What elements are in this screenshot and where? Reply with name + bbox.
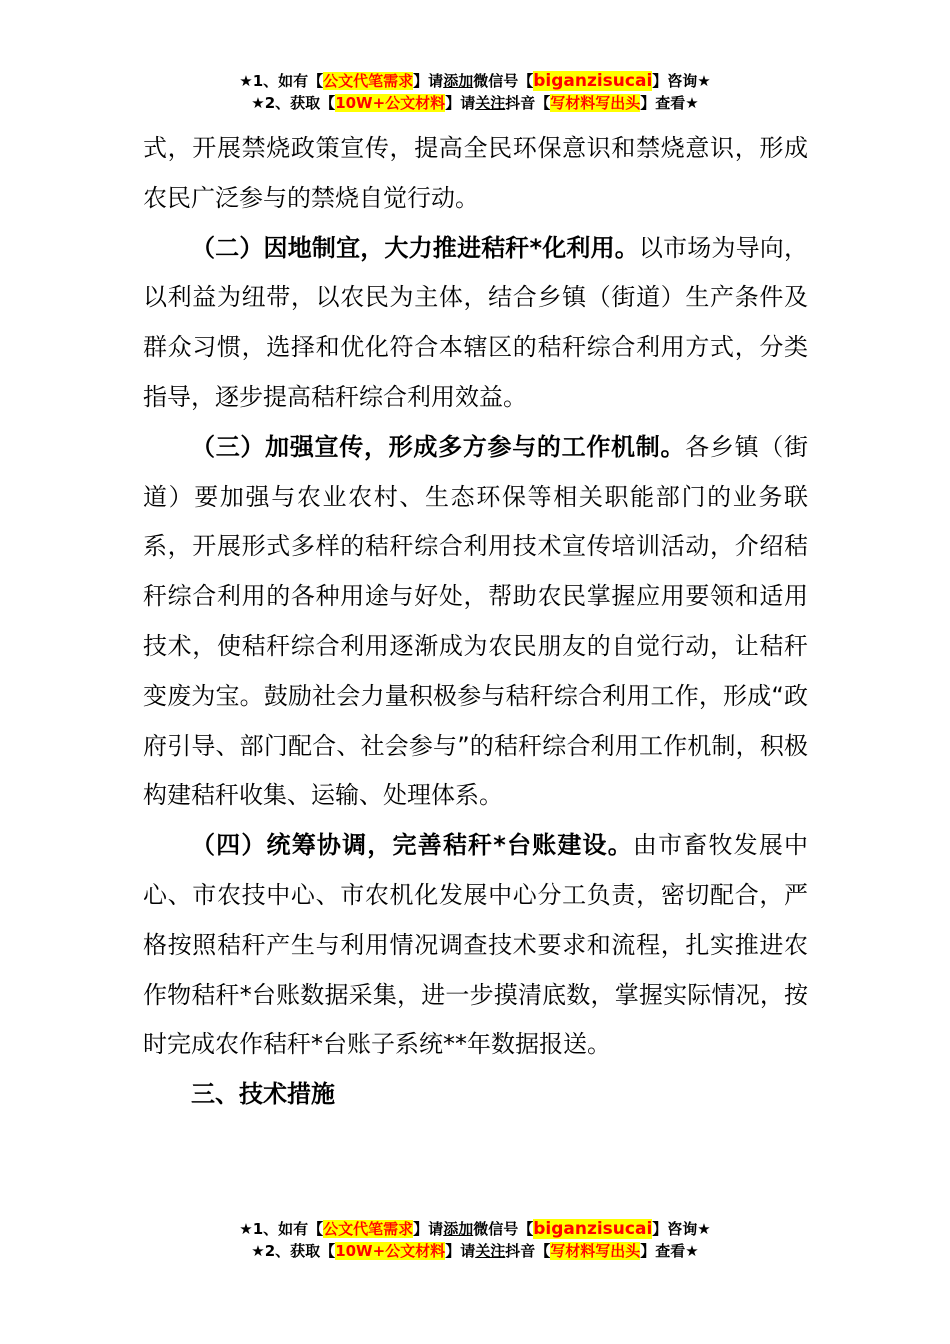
paragraph-heading: （四）统筹协调，完善秸秆*台账建设。 <box>191 831 633 860</box>
paragraph-continuation: 式，开展禁烧政策宣传，提高全民环保意识和禁烧意识，形成农民广泛参与的禁烧自觉行动。 <box>143 134 808 212</box>
paragraph-3 <box>143 423 808 821</box>
section-heading: 三、技术措施 <box>191 1080 335 1109</box>
highlight-materials: 10W+公文材料 <box>335 94 446 112</box>
banner-text: 抖音【 <box>505 1242 551 1260</box>
banner-text: 微信号【 <box>473 72 534 90</box>
banner-text: 】请 <box>445 94 476 112</box>
document-body <box>143 124 808 1120</box>
banner-underlined: 添加 <box>443 1220 474 1238</box>
highlight-materials: 10W+公文材料 <box>335 1242 446 1260</box>
banner-text: 】请 <box>413 72 444 90</box>
highlight-service: 公文代笔需求 <box>323 1220 414 1238</box>
footer-banner <box>0 1218 950 1262</box>
banner-text: ★1、如有【 <box>239 72 324 90</box>
banner-text: 】咨询★ <box>652 72 711 90</box>
banner-text: 】查看★ <box>640 1242 699 1260</box>
highlight-service: 公文代笔需求 <box>323 72 414 90</box>
paragraph-body: 由市畜牧发展中心、市农技中心、市农机化发展中心分工负责，密切配合，严格按照秸秆产生与利用情况调查技术要求和流程，扎实推进农作物秸秆*台账数据采集，进一步摸清底数，掌握实际情况，按时完成农作秸秆*台账子系统**年数据报送。 <box>143 831 808 1059</box>
paragraph-heading: （三）加强宣传，形成多方参与的工作机制。 <box>191 432 686 461</box>
highlight-wechat-id: biganzisucai <box>533 71 653 91</box>
paragraph-body: 以市场为导向，以利益为纽带，以农民为主体，结合乡镇（街道）生产条件及群众习惯，选择和优化符合本辖区的秸秆综合利用方式，分类指导，逐步提高秸秆综合利用效益。 <box>143 233 808 411</box>
banner-text: ★1、如有【 <box>239 1220 324 1238</box>
banner-text: 】查看★ <box>640 94 699 112</box>
banner-text: 】请 <box>445 1242 476 1260</box>
paragraph-4 <box>143 821 808 1070</box>
banner-line-1 <box>0 70 950 92</box>
highlight-wechat-id: biganzisucai <box>533 1219 653 1239</box>
banner-text: 抖音【 <box>505 94 551 112</box>
banner-underlined: 关注 <box>475 94 506 112</box>
banner-underlined: 添加 <box>443 72 474 90</box>
banner-text: 】请 <box>413 1220 444 1238</box>
banner-text: ★2、获取【 <box>251 94 336 112</box>
banner-line-2 <box>0 1240 950 1262</box>
banner-line-2 <box>0 92 950 114</box>
paragraph-body: 各乡镇（街道）要加强与农业农村、生态环保等相关职能部门的业务联系，开展形式多样的秸秆综合利用技术宣传培训活动，介绍秸秆综合利用的各种用途与好处，帮助农民掌握应用要领和适用技术，使秸秆综合利用逐渐成为农民朋友的自觉行动，让秸秆变废为宝。鼓励社会力量积极参与秸秆综合利用工作，形成“政府引导、部门配合、社会参与”的秸秆综合利用工作机制，积极构建秸秆收集、运输、处理体系。 <box>143 432 809 810</box>
header-banner <box>0 70 950 114</box>
highlight-douyin: 写材料写出头 <box>550 94 641 112</box>
banner-text: 】咨询★ <box>652 1220 711 1238</box>
paragraph-heading: （二）因地制宜，大力推进秸秆*化利用。 <box>191 233 639 262</box>
paragraph-2 <box>143 224 808 423</box>
highlight-douyin: 写材料写出头 <box>550 1242 641 1260</box>
banner-line-1 <box>0 1218 950 1240</box>
banner-underlined: 关注 <box>475 1242 506 1260</box>
banner-text: 微信号【 <box>473 1220 534 1238</box>
banner-text: ★2、获取【 <box>251 1242 336 1260</box>
